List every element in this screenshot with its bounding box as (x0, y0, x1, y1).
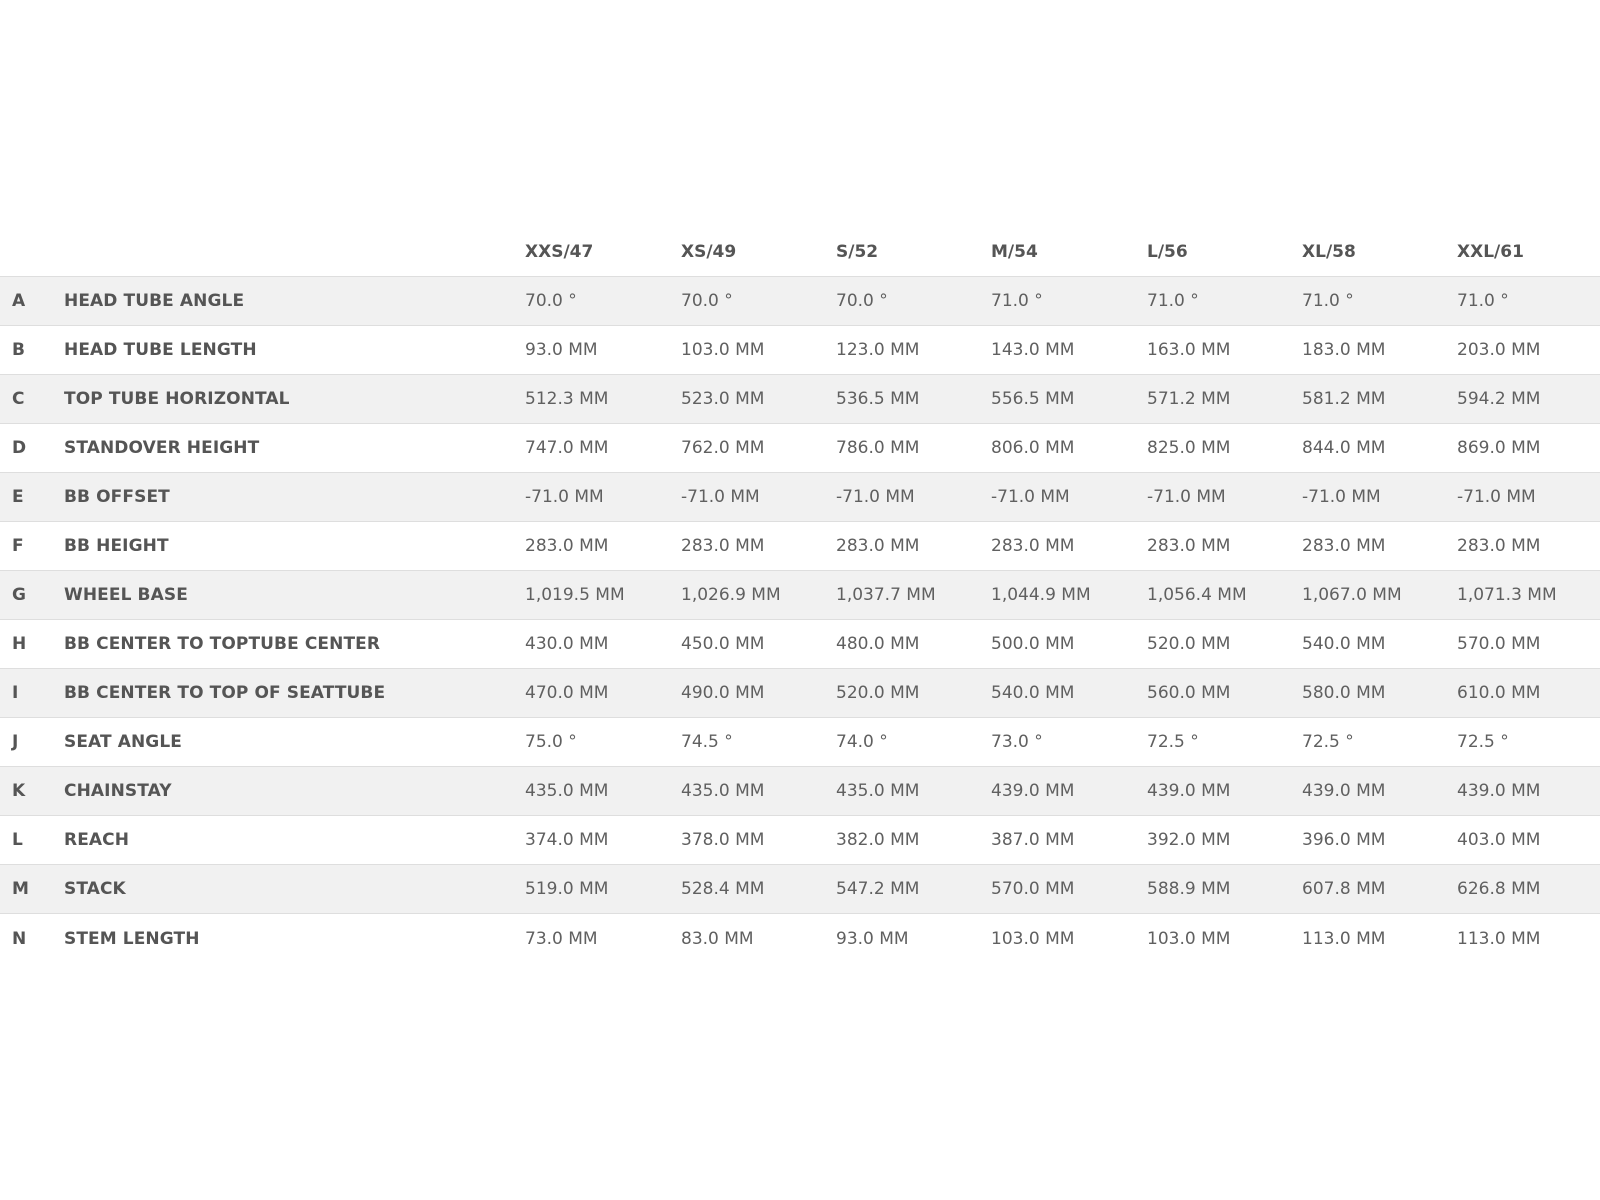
table-cell: 547.2 MM (836, 879, 920, 899)
row-letter: I (12, 683, 19, 703)
table-cell: -71.0 MM (681, 487, 760, 507)
table-cell: 869.0 MM (1457, 438, 1541, 458)
table-cell: 588.9 MM (1147, 879, 1231, 899)
table-cell: 1,071.3 MM (1457, 585, 1557, 605)
table-row (0, 816, 1600, 865)
table-cell: 283.0 MM (525, 536, 609, 556)
table-cell: -71.0 MM (836, 487, 915, 507)
table-row (0, 669, 1600, 718)
size-header: XL/58 (1302, 241, 1356, 262)
table-cell: 1,019.5 MM (525, 585, 625, 605)
table-cell: 439.0 MM (991, 781, 1075, 801)
row-letter: A (12, 291, 26, 311)
table-body (0, 277, 1600, 963)
row-label: TOP TUBE HORIZONTAL (64, 389, 290, 409)
table-cell: 1,026.9 MM (681, 585, 781, 605)
table-row (0, 571, 1600, 620)
table-cell: 480.0 MM (836, 634, 920, 654)
table-cell: 435.0 MM (836, 781, 920, 801)
row-letter: B (12, 340, 25, 360)
table-cell: -71.0 MM (1457, 487, 1536, 507)
table-cell: 1,056.4 MM (1147, 585, 1247, 605)
table-cell: 283.0 MM (991, 536, 1075, 556)
table-cell: 560.0 MM (1147, 683, 1231, 703)
table-row (0, 914, 1600, 963)
table-row (0, 522, 1600, 571)
table-cell: 439.0 MM (1147, 781, 1231, 801)
table-cell: -71.0 MM (991, 487, 1070, 507)
row-letter: H (12, 634, 27, 654)
size-header: XXS/47 (525, 241, 594, 262)
table-cell: 283.0 MM (836, 536, 920, 556)
table-cell: 570.0 MM (991, 879, 1075, 899)
table-cell: 607.8 MM (1302, 879, 1386, 899)
size-header: S/52 (836, 241, 879, 262)
table-cell: 74.0 ° (836, 732, 888, 752)
table-cell: 528.4 MM (681, 879, 765, 899)
table-cell: 74.5 ° (681, 732, 733, 752)
table-cell: 490.0 MM (681, 683, 765, 703)
table-cell: 72.5 ° (1302, 732, 1354, 752)
table-cell: 73.0 MM (525, 928, 598, 949)
row-label: WHEEL BASE (64, 585, 188, 605)
table-cell: 283.0 MM (1147, 536, 1231, 556)
table-cell: 183.0 MM (1302, 340, 1386, 360)
table-cell: 103.0 MM (1147, 928, 1231, 949)
table-cell: 844.0 MM (1302, 438, 1386, 458)
table-cell: 396.0 MM (1302, 830, 1386, 850)
row-label: BB OFFSET (64, 487, 170, 507)
table-row (0, 473, 1600, 522)
row-label: CHAINSTAY (64, 781, 172, 801)
table-cell: 71.0 ° (1457, 291, 1509, 311)
table-cell: 439.0 MM (1302, 781, 1386, 801)
table-cell: 283.0 MM (1457, 536, 1541, 556)
table-cell: 439.0 MM (1457, 781, 1541, 801)
row-letter: D (12, 438, 27, 458)
table-cell: 103.0 MM (991, 928, 1075, 949)
table-cell: 382.0 MM (836, 830, 920, 850)
row-letter: C (12, 389, 25, 409)
table-cell: 103.0 MM (681, 340, 765, 360)
size-header: L/56 (1147, 241, 1188, 262)
geometry-table (0, 227, 1600, 963)
table-row (0, 865, 1600, 914)
row-letter: M (12, 879, 29, 899)
table-cell: 72.5 ° (1147, 732, 1199, 752)
row-letter: E (12, 487, 24, 507)
table-cell: 747.0 MM (525, 438, 609, 458)
table-cell: 387.0 MM (991, 830, 1075, 850)
table-cell: 392.0 MM (1147, 830, 1231, 850)
row-label: REACH (64, 830, 130, 850)
table-cell: 610.0 MM (1457, 683, 1541, 703)
table-cell: 1,067.0 MM (1302, 585, 1402, 605)
table-cell: 806.0 MM (991, 438, 1075, 458)
table-cell: 435.0 MM (681, 781, 765, 801)
table-cell: 403.0 MM (1457, 830, 1541, 850)
table-cell: 450.0 MM (681, 634, 765, 654)
table-cell: 71.0 ° (1147, 291, 1199, 311)
table-cell: 540.0 MM (1302, 634, 1386, 654)
table-cell: 123.0 MM (836, 340, 920, 360)
table-cell: 536.5 MM (836, 389, 920, 409)
table-cell: 143.0 MM (991, 340, 1075, 360)
table-cell: 523.0 MM (681, 389, 765, 409)
table-cell: 581.2 MM (1302, 389, 1386, 409)
row-label: BB CENTER TO TOP OF SEATTUBE (64, 683, 386, 703)
table-cell: 1,037.7 MM (836, 585, 936, 605)
row-label: STACK (64, 879, 126, 899)
table-row (0, 767, 1600, 816)
table-cell: 512.3 MM (525, 389, 609, 409)
table-row (0, 620, 1600, 669)
table-row (0, 424, 1600, 473)
table-cell: 283.0 MM (1302, 536, 1386, 556)
table-cell: 594.2 MM (1457, 389, 1541, 409)
size-header-row (0, 227, 1600, 277)
row-label: STEM LENGTH (64, 928, 200, 949)
table-row (0, 326, 1600, 375)
table-cell: 556.5 MM (991, 389, 1075, 409)
table-cell: 113.0 MM (1457, 928, 1541, 949)
table-cell: 762.0 MM (681, 438, 765, 458)
row-letter: K (12, 781, 26, 801)
table-cell: 70.0 ° (525, 291, 577, 311)
row-label: BB HEIGHT (64, 536, 169, 556)
table-cell: 70.0 ° (681, 291, 733, 311)
table-cell: 520.0 MM (836, 683, 920, 703)
table-cell: 520.0 MM (1147, 634, 1231, 654)
row-label: BB CENTER TO TOPTUBE CENTER (64, 634, 381, 654)
table-cell: 113.0 MM (1302, 928, 1386, 949)
row-letter: F (12, 536, 24, 556)
table-cell: -71.0 MM (525, 487, 604, 507)
table-cell: 93.0 MM (525, 340, 598, 360)
table-row (0, 718, 1600, 767)
row-label: HEAD TUBE ANGLE (64, 291, 245, 311)
table-cell: 283.0 MM (681, 536, 765, 556)
table-cell: 470.0 MM (525, 683, 609, 703)
table-cell: 571.2 MM (1147, 389, 1231, 409)
table-cell: 378.0 MM (681, 830, 765, 850)
row-label: SEAT ANGLE (64, 732, 182, 752)
table-row (0, 375, 1600, 424)
table-cell: 72.5 ° (1457, 732, 1509, 752)
size-header: XS/49 (681, 241, 737, 262)
row-label: STANDOVER HEIGHT (64, 438, 260, 458)
table-cell: 500.0 MM (991, 634, 1075, 654)
table-cell: 519.0 MM (525, 879, 609, 899)
table-cell: 435.0 MM (525, 781, 609, 801)
table-cell: 163.0 MM (1147, 340, 1231, 360)
table-cell: 626.8 MM (1457, 879, 1541, 899)
table-cell: 430.0 MM (525, 634, 609, 654)
table-cell: 825.0 MM (1147, 438, 1231, 458)
table-cell: -71.0 MM (1302, 487, 1381, 507)
table-cell: 580.0 MM (1302, 683, 1386, 703)
size-header: M/54 (991, 241, 1038, 262)
table-cell: 93.0 MM (836, 928, 909, 949)
table-cell: 570.0 MM (1457, 634, 1541, 654)
table-cell: 203.0 MM (1457, 340, 1541, 360)
row-letter: N (12, 928, 27, 949)
table-cell: 83.0 MM (681, 928, 754, 949)
table-cell: 71.0 ° (991, 291, 1043, 311)
table-cell: 70.0 ° (836, 291, 888, 311)
row-letter: L (12, 830, 23, 850)
table-cell: -71.0 MM (1147, 487, 1226, 507)
table-cell: 71.0 ° (1302, 291, 1354, 311)
table-cell: 73.0 ° (991, 732, 1043, 752)
table-cell: 374.0 MM (525, 830, 609, 850)
size-header: XXL/61 (1457, 241, 1524, 262)
table-cell: 1,044.9 MM (991, 585, 1091, 605)
table-cell: 75.0 ° (525, 732, 577, 752)
table-row (0, 277, 1600, 326)
row-letter: G (12, 585, 26, 605)
table-cell: 786.0 MM (836, 438, 920, 458)
row-label: HEAD TUBE LENGTH (64, 340, 257, 360)
row-letter: J (12, 732, 19, 752)
table-cell: 540.0 MM (991, 683, 1075, 703)
